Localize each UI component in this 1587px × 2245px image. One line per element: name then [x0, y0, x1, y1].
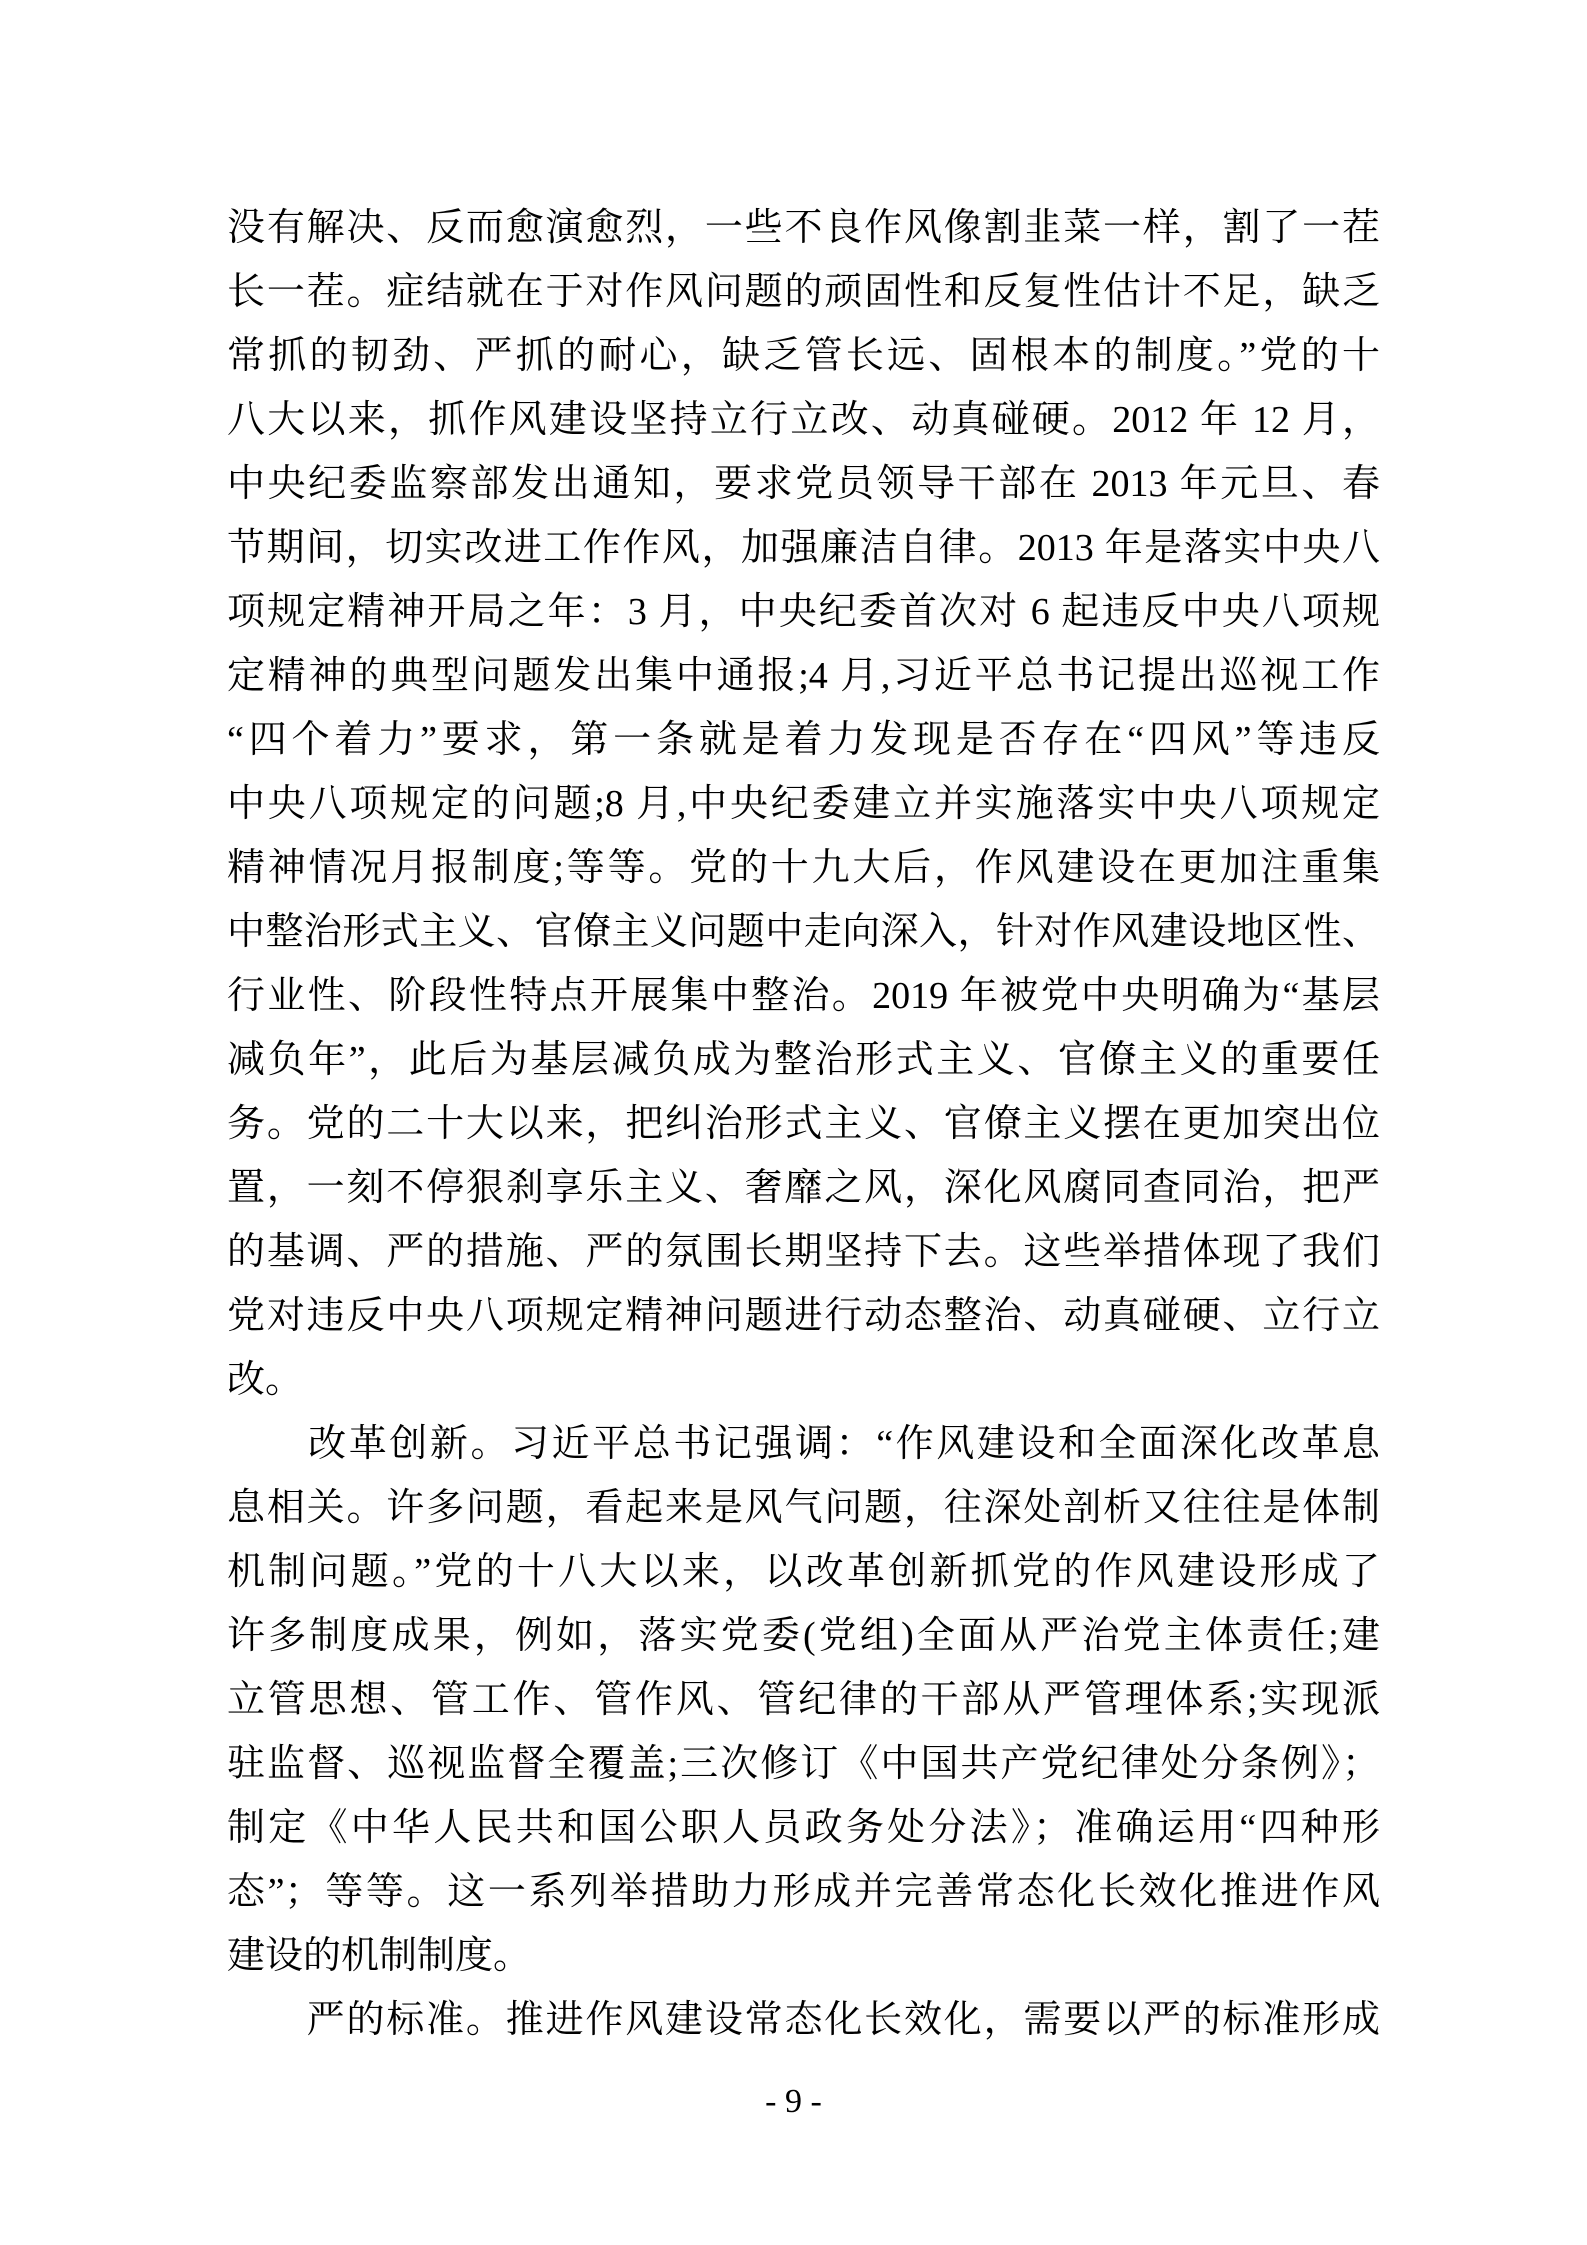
text-line: 驻监督、巡视监督全覆盖;三次修订《中国共产党纪律处分条例》；: [227, 1743, 1380, 1785]
text-line: 党对违反中央八项规定精神问题进行动态整治、动真碰硬、立行立: [227, 1295, 1380, 1337]
page-number: - 9 -: [765, 2083, 822, 2120]
text-line: 中央纪委监察部发出通知，要求党员领导干部在 2013 年元旦、春: [227, 463, 1380, 505]
text-line: 项规定精神开局之年：3 月，中央纪委首次对 6 起违反中央八项规: [227, 591, 1380, 633]
text-line: 许多制度成果，例如，落实党委(党组)全面从严治党主体责任;建: [227, 1615, 1380, 1657]
text-line: 机制问题。”党的十八大以来，以改革创新抓党的作风建设形成了: [227, 1551, 1380, 1593]
text-line: 定精神的典型问题发出集中通报;4 月,习近平总书记提出巡视工作: [227, 655, 1380, 697]
text-line: 的基调、严的措施、严的氛围长期坚持下去。这些举措体现了我们: [227, 1231, 1380, 1273]
text-line: 中整治形式主义、官僚主义问题中走向深入，针对作风建设地区性、: [227, 911, 1380, 953]
text-line: 制定《中华人民共和国公职人员政务处分法》；准确运用“四种形: [227, 1807, 1380, 1849]
text-line-paragraph-end: 改。: [227, 1359, 304, 1401]
text-line-paragraph-start: 严的标准。推进作风建设常态化长效化，需要以严的标准形成: [227, 1999, 1380, 2041]
text-line-paragraph-end: 建设的机制制度。: [227, 1935, 532, 1977]
text-line: 长一茬。症结就在于对作风问题的顽固性和反复性估计不足，缺乏: [227, 271, 1380, 313]
text-line: 中央八项规定的问题;8 月,中央纪委建立并实施落实中央八项规定: [227, 783, 1380, 825]
text-line: 置，一刻不停狠刹享乐主义、奢靡之风，深化风腐同查同治，把严: [227, 1167, 1380, 1209]
text-line: 没有解决、反而愈演愈烈，一些不良作风像割韭菜一样，割了一茬: [227, 207, 1380, 249]
text-line: 息相关。许多问题，看起来是风气问题，往深处剖析又往往是体制: [227, 1487, 1380, 1529]
document-body: [227, 196, 1380, 2052]
text-line: 态”；等等。这一系列举措助力形成并完善常态化长效化推进作风: [227, 1871, 1380, 1913]
text-line-paragraph-start: 改革创新。习近平总书记强调：“作风建设和全面深化改革息: [227, 1423, 1380, 1465]
text-line: 减负年”，此后为基层减负成为整治形式主义、官僚主义的重要任: [227, 1039, 1380, 1081]
text-line: “四个着力”要求，第一条就是着力发现是否存在“四风”等违反: [227, 719, 1380, 761]
text-line: 常抓的韧劲、严抓的耐心，缺乏管长远、固根本的制度。”党的十: [227, 335, 1380, 377]
text-line: 立管思想、管工作、管作风、管纪律的干部从严管理体系;实现派: [227, 1679, 1380, 1721]
text-line: 八大以来，抓作风建设坚持立行立改、动真碰硬。2012 年 12 月，: [227, 399, 1380, 441]
text-line: 节期间，切实改进工作作风，加强廉洁自律。2013 年是落实中央八: [227, 527, 1380, 569]
text-line: 行业性、阶段性特点开展集中整治。2019 年被党中央明确为“基层: [227, 975, 1380, 1017]
text-line: 精神情况月报制度;等等。党的十九大后，作风建设在更加注重集: [227, 847, 1380, 889]
text-line: 务。党的二十大以来，把纠治形式主义、官僚主义摆在更加突出位: [227, 1103, 1380, 1145]
